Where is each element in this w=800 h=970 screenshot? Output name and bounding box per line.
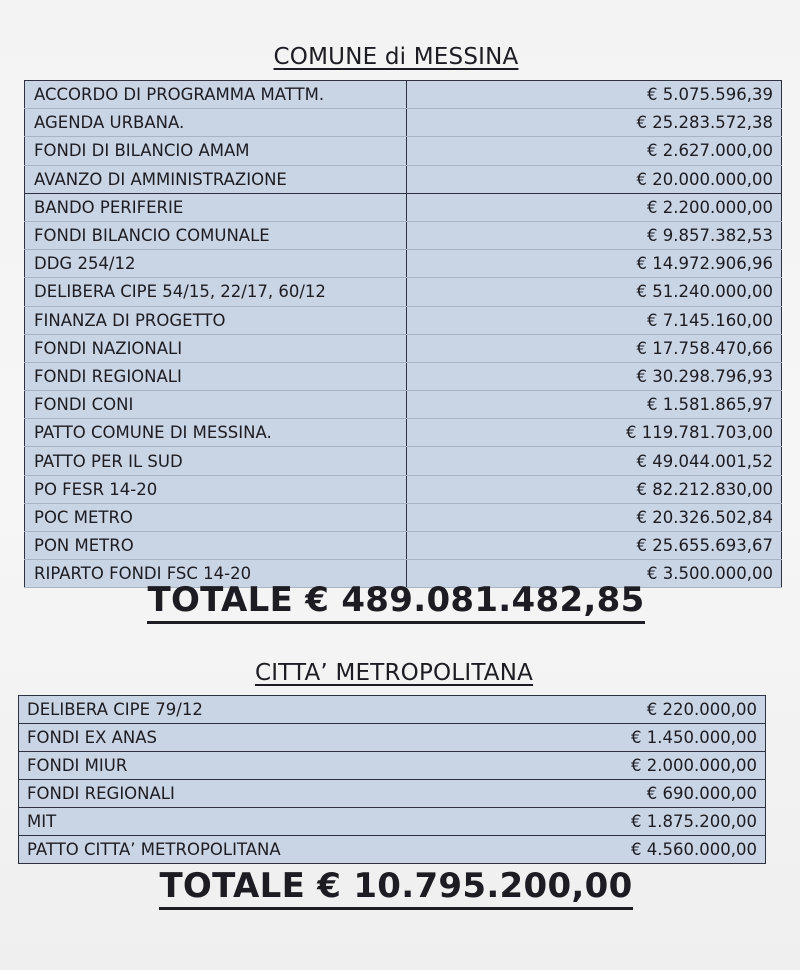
- metropolitana-total: [0, 866, 796, 906]
- metropolitana-funding-table: [18, 695, 766, 864]
- row-label: BANDO PERIFERIE: [25, 193, 407, 221]
- row-label: DDG 254/12: [25, 250, 407, 278]
- row-label: FONDI EX ANAS: [19, 724, 507, 752]
- row-amount: € 25.655.693,67: [407, 532, 782, 560]
- table-row: [25, 532, 782, 560]
- row-amount: € 25.283.572,38: [407, 109, 782, 137]
- row-label: PATTO COMUNE DI MESSINA.: [25, 419, 407, 447]
- table-row: [19, 696, 766, 724]
- row-amount: € 51.240.000,00: [407, 278, 782, 306]
- row-amount: € 9.857.382,53: [407, 221, 782, 249]
- table-row: [25, 334, 782, 362]
- row-label: PON METRO: [25, 532, 407, 560]
- row-label: FONDI NAZIONALI: [25, 334, 407, 362]
- row-amount: € 17.758.470,66: [407, 334, 782, 362]
- row-label: AGENDA URBANA.: [25, 109, 407, 137]
- comune-total-text: TOTALE € 489.081.482,85: [147, 580, 644, 624]
- row-amount: € 4.560.000,00: [506, 836, 765, 864]
- table-row: [25, 391, 782, 419]
- comune-total: [0, 580, 796, 620]
- table-row: [25, 419, 782, 447]
- table-row: [25, 503, 782, 531]
- table-row: [25, 81, 782, 109]
- row-amount: € 5.075.596,39: [407, 81, 782, 109]
- comune-funding-table: [24, 80, 782, 588]
- table-row: [25, 137, 782, 165]
- row-amount: € 1.581.865,97: [407, 391, 782, 419]
- row-label: FONDI MIUR: [19, 752, 507, 780]
- table-row: [25, 193, 782, 221]
- row-amount: € 14.972.906,96: [407, 250, 782, 278]
- row-label: RIPARTO FONDI FSC 14-20: [25, 560, 407, 588]
- row-label: AVANZO DI AMMINISTRAZIONE: [25, 165, 407, 193]
- table-row: [19, 780, 766, 808]
- row-label: DELIBERA CIPE 54/15, 22/17, 60/12: [25, 278, 407, 306]
- row-amount: € 49.044.001,52: [407, 447, 782, 475]
- row-amount: € 20.000.000,00: [407, 165, 782, 193]
- table-row: [25, 475, 782, 503]
- row-label: PATTO PER IL SUD: [25, 447, 407, 475]
- table-row: [25, 278, 782, 306]
- table-row: [19, 752, 766, 780]
- row-label: ACCORDO DI PROGRAMMA MATTM.: [25, 81, 407, 109]
- table-row: [25, 221, 782, 249]
- row-label: DELIBERA CIPE 79/12: [19, 696, 507, 724]
- row-label: POC METRO: [25, 503, 407, 531]
- table-row: [19, 836, 766, 864]
- row-amount: € 82.212.830,00: [407, 475, 782, 503]
- row-label: FONDI DI BILANCIO AMAM: [25, 137, 407, 165]
- row-label: FONDI BILANCIO COMUNALE: [25, 221, 407, 249]
- table-row: [25, 250, 782, 278]
- row-label: FONDI REGIONALI: [25, 362, 407, 390]
- row-amount: € 2.627.000,00: [407, 137, 782, 165]
- row-label: MIT: [19, 808, 507, 836]
- row-amount: € 220.000,00: [506, 696, 765, 724]
- row-label: PATTO CITTA’ METROPOLITANA: [19, 836, 507, 864]
- row-amount: € 2.000.000,00: [506, 752, 765, 780]
- table-row: [19, 808, 766, 836]
- table-row: [19, 724, 766, 752]
- row-label: PO FESR 14-20: [25, 475, 407, 503]
- row-amount: € 1.450.000,00: [506, 724, 765, 752]
- table-row: [25, 306, 782, 334]
- row-amount: € 30.298.796,93: [407, 362, 782, 390]
- metropolitana-total-text: TOTALE € 10.795.200,00: [159, 866, 632, 910]
- row-amount: € 1.875.200,00: [506, 808, 765, 836]
- row-amount: € 2.200.000,00: [407, 193, 782, 221]
- table-row: [25, 165, 782, 193]
- row-label: FINANZA DI PROGETTO: [25, 306, 407, 334]
- table-row: [25, 447, 782, 475]
- comune-title: [0, 44, 796, 70]
- row-amount: € 119.781.703,00: [407, 419, 782, 447]
- row-amount: € 20.326.502,84: [407, 503, 782, 531]
- table-row: [25, 362, 782, 390]
- metropolitana-title-text: CITTA’ METROPOLITANA: [254, 660, 534, 686]
- row-amount: € 3.500.000,00: [407, 560, 782, 588]
- row-label: FONDI CONI: [25, 391, 407, 419]
- row-label: FONDI REGIONALI: [19, 780, 507, 808]
- row-amount: € 7.145.160,00: [407, 306, 782, 334]
- metropolitana-title: [0, 660, 794, 686]
- row-amount: € 690.000,00: [506, 780, 765, 808]
- table-row: [25, 109, 782, 137]
- comune-title-text: COMUNE di MESSINA: [273, 44, 519, 70]
